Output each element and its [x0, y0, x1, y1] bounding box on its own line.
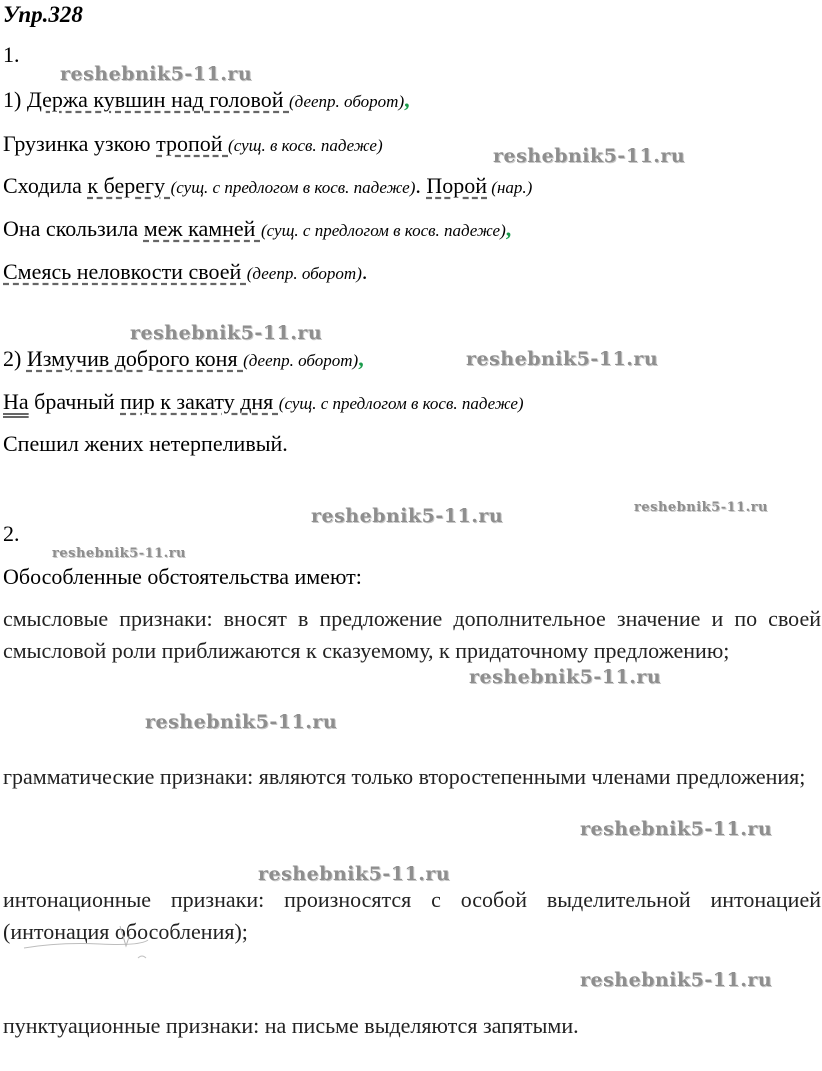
watermark: reshebnik5-11.ru — [493, 145, 686, 167]
watermark: reshebnik5-11.ru — [469, 666, 662, 688]
annotation: (сущ. с предлогом в косв. падеже) — [260, 221, 506, 240]
adverbial-phrase: Смеясь неловкости своей — [3, 259, 247, 284]
poem-line-7 — [3, 389, 524, 417]
comma-mark: , — [505, 216, 512, 241]
watermark: reshebnik5-11.ru — [130, 322, 323, 344]
line-text: Грузинка узкою — [3, 131, 157, 156]
adverbial-phrase: к берегу — [87, 173, 171, 198]
poem-line-2 — [3, 131, 383, 159]
comma-mark: , — [404, 87, 410, 112]
line-prefix: 2) — [3, 346, 27, 371]
feature-grammatical: грамматические признаки: являются только второстепенными членами предложения; — [3, 764, 806, 789]
adverbial-phrase: пир к закату дня — [120, 389, 279, 414]
annotation: (деепр. оборот) — [246, 264, 362, 283]
line-prefix: 1) — [3, 87, 27, 112]
poem-line-3 — [3, 173, 532, 201]
part2-number: 2. — [3, 521, 20, 546]
watermark: reshebnik5-11.ru — [258, 863, 451, 885]
poem-line-6 — [3, 346, 364, 374]
adverbial-word: тропой — [156, 131, 229, 156]
adverbial-phrase: Держа кувшин над головой — [26, 87, 289, 112]
annotation: (сущ. с предлогом в косв. падеже) — [170, 178, 416, 197]
annotation: (деепр. оборот) — [243, 351, 359, 370]
watermark: reshebnik5-11.ru — [466, 348, 659, 370]
feature-intonational: интонационные признаки: произносятся с особой выделительной интонацией (интонация обособления); — [3, 887, 821, 944]
comma-mark: , — [358, 346, 364, 371]
annotation: (сущ. с предлогом в косв. падеже) — [278, 394, 524, 413]
preposition: На — [3, 389, 29, 414]
watermark: reshebnik5-11.ru — [634, 500, 769, 515]
part1-number: 1. — [3, 42, 20, 67]
poem-line-5 — [3, 259, 367, 287]
feature-semantic: смысловые признаки: вносят в предложение дополнительное значение и по своей смысловой роли приближаются к сказуемому, к придаточному предложению; — [3, 606, 821, 663]
line-text: Сходила — [3, 173, 88, 198]
adverbial-word: Порой — [426, 173, 488, 198]
exercise-title: Упр.328 — [3, 2, 83, 27]
line-text: брачный — [28, 389, 121, 414]
watermark: reshebnik5-11.ru — [60, 63, 253, 85]
feature-punctuational: пунктуационные признаки: на письме выделяются запятыми. — [3, 1013, 579, 1038]
scribble-mark — [20, 918, 160, 970]
watermark: reshebnik5-11.ru — [580, 969, 773, 991]
poem-line-4 — [3, 216, 511, 244]
watermark: reshebnik5-11.ru — [311, 505, 504, 527]
poem-line-1 — [3, 87, 410, 115]
annotation: (деепр. оборот) — [289, 92, 405, 111]
part2-intro: Обособленные обстоятельства имеют: — [3, 564, 362, 589]
poem-line-8: Спешил жених нетерпеливый. — [3, 431, 288, 456]
adverbial-phrase: Измучив доброго коня — [26, 346, 244, 371]
line-text: . — [415, 173, 427, 198]
watermark: reshebnik5-11.ru — [52, 546, 187, 561]
annotation: (нар.) — [487, 178, 533, 197]
line-end: . — [361, 259, 368, 284]
watermark: reshebnik5-11.ru — [580, 818, 773, 840]
adverbial-phrase: меж камней — [143, 216, 261, 241]
line-text: Она скользила — [3, 216, 144, 241]
annotation: (сущ. в косв. падеже) — [228, 136, 383, 155]
watermark: reshebnik5-11.ru — [145, 711, 338, 733]
